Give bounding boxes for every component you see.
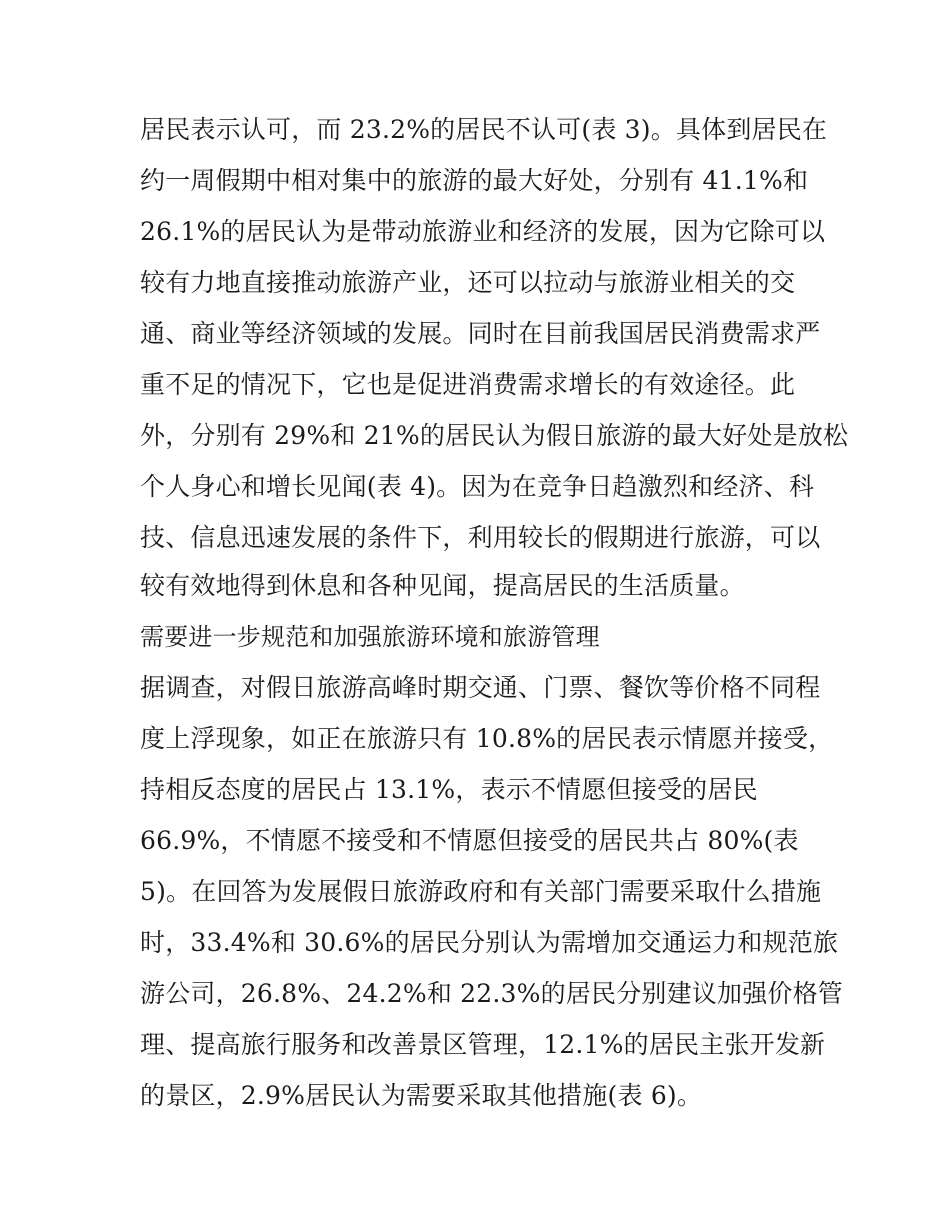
paragraph-2-line-2: 度上浮现象，如正在旅游只有 10.8%的居民表示情愿并接受， bbox=[140, 724, 834, 753]
paragraph-1-line-1: 居民表示认可，而 23.2%的居民不认可(表 3)。具体到居民在 bbox=[140, 115, 828, 144]
paragraph-2-line-5: 5)。在回答为发展假日旅游政府和有关部门需要采取什么措施 bbox=[140, 877, 822, 906]
paragraph-2-line-1: 据调查，对假日旅游高峰时期交通、门票、餐饮等价格不同程 bbox=[140, 673, 821, 702]
paragraph-2-line-8: 理、提高旅行服务和改善景区管理，12.1%的居民主张开发新 bbox=[140, 1030, 826, 1059]
paragraph-2-line-7: 游公司，26.8%、24.2%和 22.3%的居民分别建议加强价格管 bbox=[140, 979, 844, 1008]
paragraph-2-line-9: 的景区，2.9%居民认为需要采取其他措施(表 6)。 bbox=[140, 1081, 703, 1110]
paragraph-2-line-3: 持相反态度的居民占 13.1%，表示不情愿但接受的居民 bbox=[140, 775, 758, 804]
paragraph-1-line-6: 重不足的情况下，它也是促进消费需求增长的有效途径。此 bbox=[140, 370, 796, 399]
paragraph-1-line-2: 约一周假期中相对集中的旅游的最大好处，分别有 41.1%和 bbox=[140, 166, 809, 195]
paragraph-1-line-3: 26.1%的居民认为是带动旅游业和经济的发展，因为它除可以 bbox=[140, 217, 826, 246]
paragraph-2-line-6: 时，33.4%和 30.6%的居民分别认为需增加交通运力和规范旅 bbox=[140, 928, 839, 957]
paragraph-1-line-8: 个人身心和增长见闻(表 4)。因为在竞争日趋激烈和经济、科 bbox=[140, 472, 815, 501]
paragraph-1-line-9: 技、信息迅速发展的条件下，利用较长的假期进行旅游，可以 bbox=[140, 523, 821, 552]
paragraph-1-line-10: 较有效地得到休息和各种见闻，提高居民的生活质量。 bbox=[140, 571, 745, 600]
paragraph-1-line-5: 通、商业等经济领域的发展。同时在目前我国居民消费需求严 bbox=[140, 319, 821, 348]
paragraph-1-line-4: 较有力地直接推动旅游产业，还可以拉动与旅游业相关的交 bbox=[140, 268, 796, 297]
section-heading: 需要进一步规范和加强旅游环境和旅游管理 bbox=[140, 623, 600, 651]
paragraph-1-line-7: 外，分别有 29%和 21%的居民认为假日旅游的最大好处是放松 bbox=[140, 421, 849, 450]
paragraph-2-line-4: 66.9%，不情愿不接受和不情愿但接受的居民共占 80%(表 bbox=[140, 826, 799, 855]
